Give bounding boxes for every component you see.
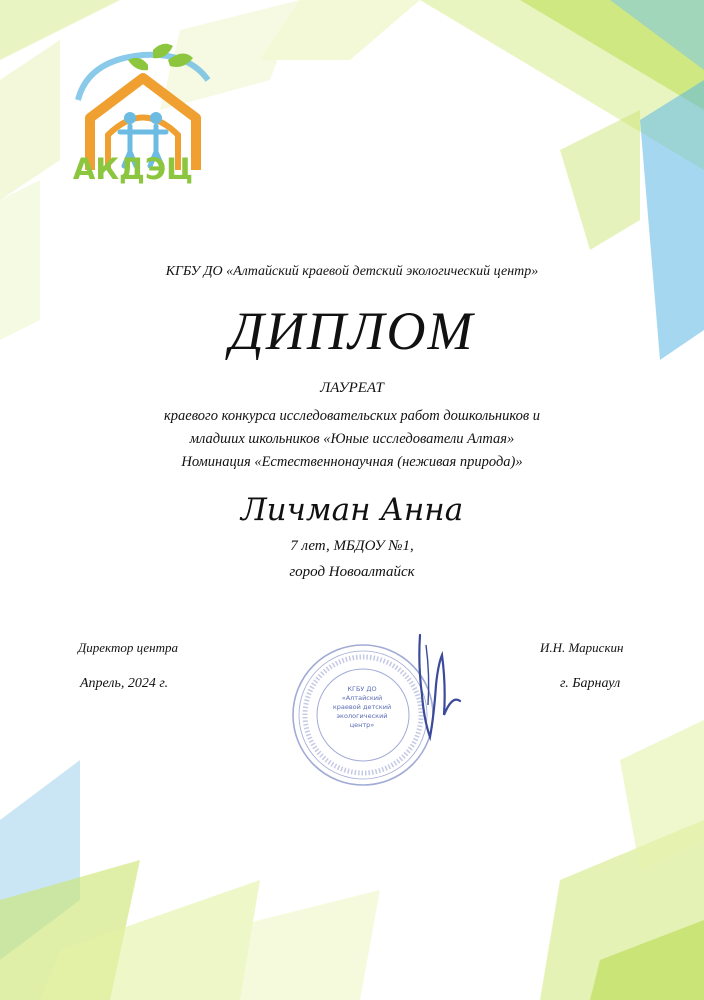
- issue-place: г. Барнаул: [560, 676, 621, 691]
- stamp-text-3: краевой детский: [332, 703, 392, 711]
- stamp-text-2: «Алтайский: [341, 694, 383, 702]
- director-name: И.Н. Марискин: [540, 640, 624, 655]
- recipient-details-1: 7 лет, МБДОУ №1,: [290, 538, 414, 554]
- stamp-text-1: КГБУ ДО: [347, 685, 377, 693]
- director-label: Директор центра: [78, 640, 179, 655]
- organization-name: КГБУ ДО «Алтайский краевой детский экологический центр»: [165, 264, 539, 279]
- award-label: ЛАУРЕАТ: [320, 380, 384, 396]
- recipient-name: Личман Анна: [240, 492, 464, 528]
- description-line-3: Номинация «Естественнонаучная (неживая природа)»: [181, 454, 523, 470]
- description-line-2: младших школьников «Юные исследователи Алтая»: [189, 431, 515, 447]
- logo-text: АКДЭЦ: [72, 152, 194, 186]
- stamp-text-5: центр»: [349, 721, 375, 729]
- recipient-details-2: город Новоалтайск: [289, 564, 415, 580]
- description-line-1: краевого конкурса исследовательских работ дошкольников и: [163, 408, 540, 424]
- issue-date: Апрель, 2024 г.: [80, 676, 169, 691]
- signature-icon: [400, 625, 470, 745]
- stamp-text-4: экологический: [336, 712, 388, 720]
- diploma-title: ДИПЛОМ: [229, 301, 475, 361]
